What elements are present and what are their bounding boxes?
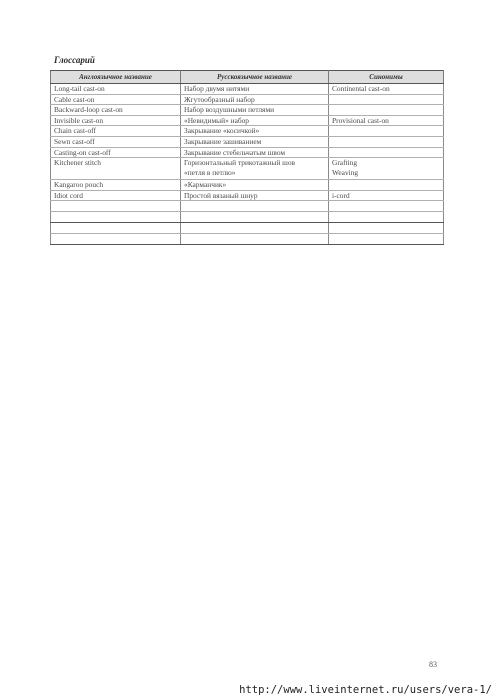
cell-synonym: [329, 147, 444, 158]
cell-english: Casting-on cast-off: [51, 147, 181, 158]
cell-synonym: [329, 234, 444, 245]
cell-english: Kangaroo pouch: [51, 180, 181, 191]
table-row-empty: [51, 223, 444, 234]
table-row: [51, 84, 444, 95]
cell-synonym: [329, 126, 444, 137]
cell-english-text: Kitchener stitch: [54, 158, 101, 168]
table-row: [51, 126, 444, 137]
table-row-empty: [51, 234, 444, 245]
table-row: [51, 115, 444, 126]
cell-english: [51, 158, 181, 180]
cell-english: Invisible cast-on: [51, 115, 181, 126]
glossary-title: Глоссарий: [54, 55, 95, 65]
table-row: [51, 136, 444, 147]
cell-russian: [181, 223, 329, 234]
page-number: 83: [429, 660, 437, 669]
cell-english: [51, 223, 181, 234]
table-row: [51, 180, 444, 191]
cell-russian: [181, 158, 329, 180]
table-row-empty: [51, 201, 444, 212]
cell-english: Cable cast-on: [51, 94, 181, 105]
table-row: [51, 94, 444, 105]
cell-russian: «Невидимый» набор: [181, 115, 329, 126]
cell-english: [51, 212, 181, 223]
cell-russian-line-2: «петля в петлю»: [184, 168, 236, 178]
cell-synonym: [329, 223, 444, 234]
table-row: [51, 147, 444, 158]
header-synonyms: Синонимы: [329, 71, 444, 84]
cell-english: Sewn cast-off: [51, 136, 181, 147]
cell-english: [51, 201, 181, 212]
cell-synonym: i-cord: [329, 190, 444, 201]
cell-english: Idiot cord: [51, 190, 181, 201]
cell-english: [51, 234, 181, 245]
cell-russian: Набор воздушными петлями: [181, 105, 329, 116]
table-row: [51, 158, 444, 180]
cell-russian: Жгутообразный набор: [181, 94, 329, 105]
cell-russian: Закрывание «косичкой»: [181, 126, 329, 137]
cell-synonym: Provisional cast-on: [329, 115, 444, 126]
cell-synonym: [329, 180, 444, 191]
cell-russian: [181, 201, 329, 212]
cell-synonym: Continental cast-on: [329, 84, 444, 95]
cell-synonym-line-2: Weaving: [332, 168, 359, 178]
cell-synonym: [329, 158, 444, 180]
cell-russian: «Карманчик»: [181, 180, 329, 191]
cell-english: Chain cast-off: [51, 126, 181, 137]
cell-english: Backward-loop cast-on: [51, 105, 181, 116]
header-english: Англоязычное название: [51, 71, 181, 84]
source-watermark: http://www.liveinternet.ru/users/vera-1/: [239, 684, 492, 696]
cell-synonym: [329, 105, 444, 116]
glossary-table: [50, 70, 444, 245]
table-row: [51, 190, 444, 201]
cell-russian: Закрывание зашиванием: [181, 136, 329, 147]
header-russian: Русскоязычное название: [181, 71, 329, 84]
table-row-empty: [51, 212, 444, 223]
cell-russian: Простой вязаный шнур: [181, 190, 329, 201]
cell-russian: Закрывание стебельчатым швом: [181, 147, 329, 158]
cell-english: Long-tail cast-on: [51, 84, 181, 95]
cell-russian: [181, 212, 329, 223]
cell-synonym: [329, 201, 444, 212]
table-header-row: [51, 71, 444, 84]
cell-russian: Набор двумя нитями: [181, 84, 329, 95]
cell-synonym-line-1: Grafting: [332, 158, 358, 168]
cell-synonym: [329, 212, 444, 223]
cell-synonym: [329, 94, 444, 105]
cell-synonym: [329, 136, 444, 147]
table-row: [51, 105, 444, 116]
cell-russian-line-1: Горизонтальный трикотажный шов: [184, 158, 296, 168]
cell-russian: [181, 234, 329, 245]
